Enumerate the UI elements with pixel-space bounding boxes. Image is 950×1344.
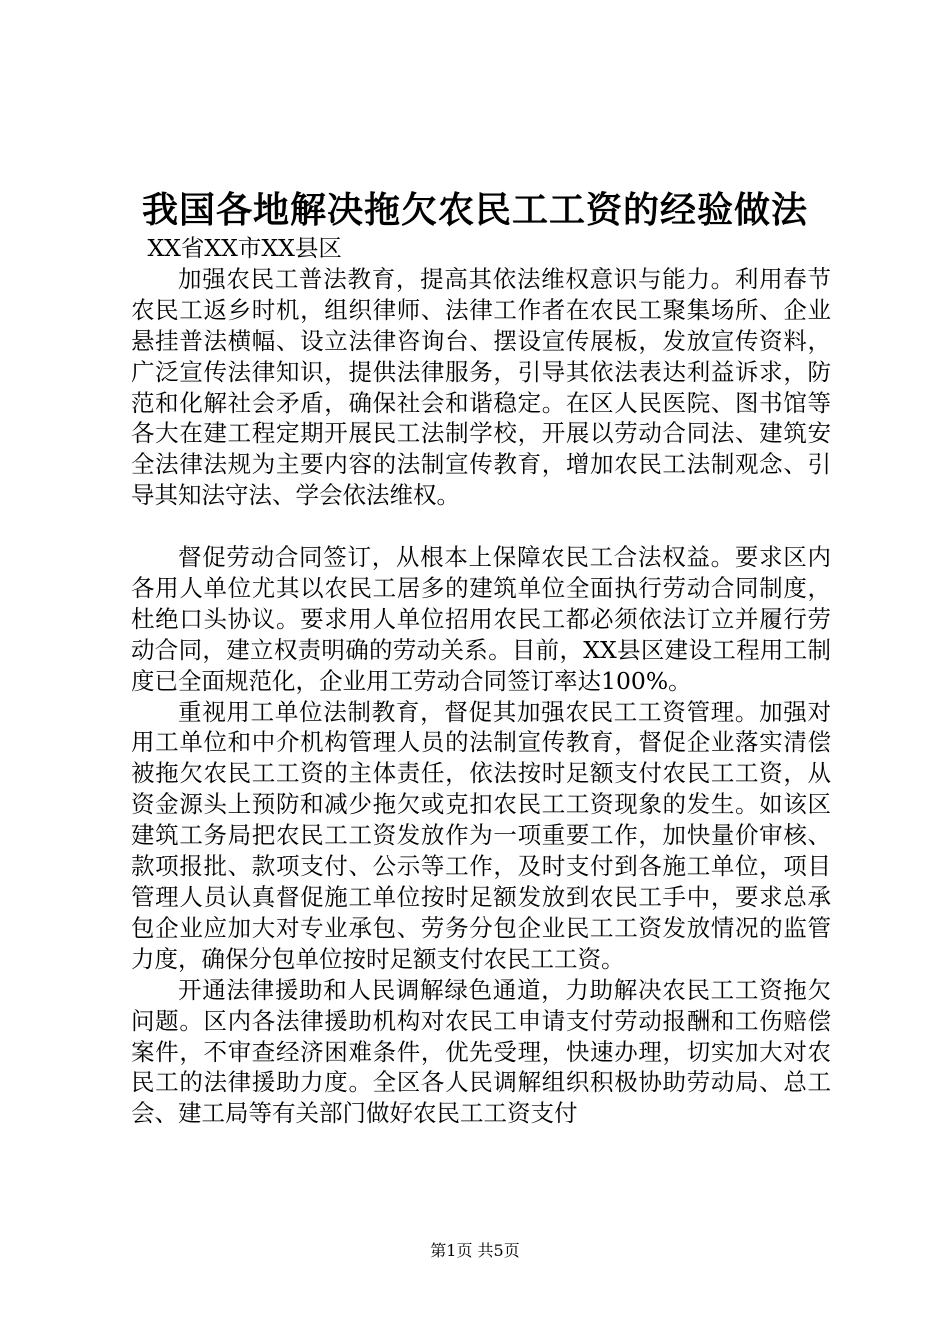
- paragraph-legal-education: 加强农民工普法教育，提高其依法维权意识与能力。利用春节农民工返乡时机，组织律师、法律工作者在农民工聚集场所、企业悬挂普法横幅、设立法律咨询台、摆设宣传展板，发放宣传资料，广泛宣传法律知识，提供法律服务，引导其依法表达利益诉求，防范和化解社会矛盾，确保社会和谐稳定。在区人民医院、图书馆等各大在建工程定期开展民工法制学校，开展以劳动合同法、建筑安全法律法规为主要内容的法制宣传教育，增加农民工法制观念、引导其知法守法、学会依法维权。: [131, 264, 831, 510]
- document-title: 我国各地解决拖欠农民工工资的经验做法: [141, 189, 808, 231]
- paragraph-legal-aid: 开通法律援助和人民调解绿色通道，力助解决农民工工资拖欠问题。区内各法律援助机构对农民工申请支付劳动报酬和工伤赔偿案件，不审查经济困难条件，优先受理，快速办理，切实加大对农民工的法律援助力度。全区各人民调解组织积极协助劳动局、总工会、建工局等有关部门做好农民工工资支付: [131, 975, 831, 1128]
- region-line: XX省XX市XX县区: [147, 234, 342, 262]
- paragraph-labor-contract: 督促劳动合同签订，从根本上保障农民工合法权益。要求区内各用人单位尤其以农民工居多的建筑单位全面执行劳动合同制度，杜绝口头协议。要求用人单位招用农民工都必须依法订立并履行劳动合同，建立权责明确的劳动关系。目前，XX县区建设工程用工制度已全面规范化，企业用工劳动合同签订率达100%。: [131, 543, 831, 695]
- paragraph-wage-management: 重视用工单位法制教育，督促其加强农民工工资管理。加强对用工单位和中介机构管理人员的法制宣传教育，督促企业落实清偿被拖欠农民工工资的主体责任，依法按时足额支付农民工工资，从资金源头上预防和减少拖欠或克扣农民工工资现象的发生。如该区建筑工务局把农民工工资发放作为一项重要工作，加快量价审核、款项报批、款项支付、公示等工作，及时支付到各施工单位，项目管理人员认真督促施工单位按时足额发放到农民工手中，要求总承包企业应加大对专业承包、劳务分包企业民工工资发放情况的监管力度，确保分包单位按时足额支付农民工工资。: [131, 697, 831, 973]
- page-number: 第1页 共5页: [430, 1241, 520, 1260]
- document-body: [131, 233, 831, 1129]
